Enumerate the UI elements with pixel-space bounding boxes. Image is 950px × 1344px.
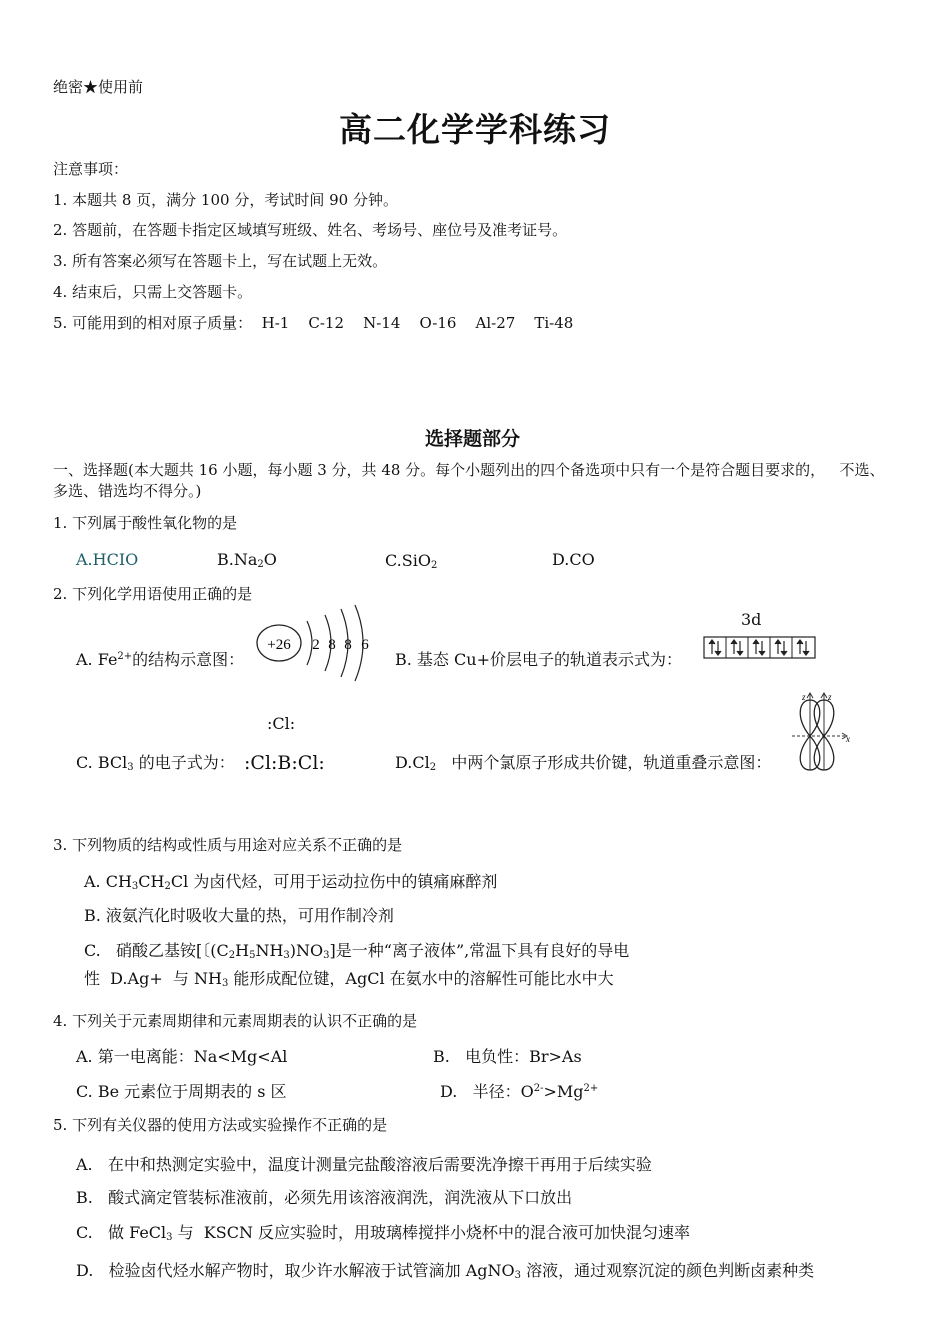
notice-item-4: 4. 结束后，只需上交答题卡。 bbox=[53, 283, 253, 301]
q1-option-d: D.CO bbox=[552, 550, 595, 569]
cu-orbital-diagram bbox=[703, 636, 816, 659]
shell-count-1: 2 bbox=[312, 637, 320, 653]
q2-option-c: C. BCl$_3$ 的电子式为： bbox=[76, 753, 235, 773]
q4-stem: 4. 下列关于元素周期律和元素周期表的认识不正确的是 bbox=[53, 1012, 418, 1030]
q5-option-a: A. 在中和热测定实验中，温度计测量完盐酸溶液后需要洗净擦干再用于后续实验 bbox=[76, 1155, 652, 1174]
shell-count-3: 8 bbox=[344, 637, 352, 653]
q1-option-a: A.HCIO bbox=[76, 550, 139, 569]
section-intro: 一、选择题(本大题共 16 小题，每小题 3 分，共 48 分。每个小题列出的四个备选项中只有一个是符合题目要求的， 不选、多选、错选均不得分。) bbox=[53, 461, 885, 500]
q5-option-b: B. 酸式滴定管装标准液前，必须先用该溶液润洗，润洗液从下口放出 bbox=[76, 1188, 573, 1207]
q4-option-b: B. 电负性：Br>As bbox=[433, 1047, 582, 1066]
q4-option-d: D. 半径：$O^{2-}>Mg^{2+}$ bbox=[440, 1082, 599, 1101]
axis-z2-label: z bbox=[828, 692, 832, 702]
axis-z1-label: z bbox=[802, 692, 806, 702]
orbital-label-3d: 3d bbox=[741, 610, 762, 629]
shell-arc-1 bbox=[307, 621, 312, 665]
q3-option-c-continued: 性 D.Ag+ 与 $NH_3$ 能形成配位键，AgCl 在氨水中的溶解性可能比水中大 bbox=[84, 969, 614, 989]
q1-option-c: C.SiO$_2$ bbox=[385, 551, 438, 571]
confidential-label: 绝密★使用前 bbox=[53, 78, 144, 96]
notice-item-2: 2. 答题前，在答题卡指定区域填写班级、姓名、考场号、座位号及准考证号。 bbox=[53, 221, 568, 239]
q5-option-d: D. 检验卤代烃水解产物时，取少许水解液于试管滴加 AgNO$_3$ 溶液，通过观察沉淀的颜色判断卤素种类 bbox=[76, 1261, 815, 1281]
axis-x-label: x bbox=[846, 734, 850, 744]
q5-stem: 5. 下列有关仪器的使用方法或实验操作不正确的是 bbox=[53, 1116, 388, 1134]
fe-ion-structure-diagram bbox=[255, 603, 380, 683]
section-title: 选择题部分 bbox=[424, 428, 520, 450]
lewis-top: :Cl: bbox=[267, 714, 296, 733]
q3-stem: 3. 下列物质的结构或性质与用途对应关系不正确的是 bbox=[53, 836, 403, 854]
electron-arrows bbox=[709, 640, 809, 655]
shell-count-4: 6 bbox=[361, 637, 369, 653]
q2-stem: 2. 下列化学用语使用正确的是 bbox=[53, 585, 253, 603]
orbital-overlap-diagram bbox=[786, 690, 852, 772]
q1-stem: 1. 下列属于酸性氧化物的是 bbox=[53, 514, 238, 532]
notice-heading: 注意事项： bbox=[53, 160, 129, 178]
q2-option-b: B. 基态 Cu+价层电子的轨道表示式为： bbox=[395, 650, 682, 669]
notice-item-5: 5. 可能用到的相对原子质量： H-1 C-12 N-14 O-16 Al-27 Ti-48 bbox=[53, 314, 574, 332]
notice-item-3: 3. 所有答案必须写在答题卡上，写在试题上无效。 bbox=[53, 252, 388, 270]
q3-option-c: C. 硝酸乙基铵[〔$(C_2H_5NH_3)NO_3$]是一种“离子液体”,常温下具有良好的导电 bbox=[84, 941, 630, 961]
q2-option-a: A. $Fe^{2+}$的结构示意图： bbox=[76, 650, 245, 669]
q4-option-a: A. 第一电离能：Na<Mg<Al bbox=[76, 1047, 288, 1066]
q5-option-c: C. 做 FeCl$_3$ 与 KSCN 反应实验时，用玻璃棒搅拌小烧杯中的混合液可加快混匀速率 bbox=[76, 1223, 691, 1243]
q3-option-b: B. 液氨汽化时吸收大量的热，可用作制冷剂 bbox=[84, 906, 394, 925]
page-title: 高二化学学科练习 bbox=[339, 110, 611, 149]
lewis-middle: :Cl:B:Cl: bbox=[244, 752, 325, 774]
q3-option-a: A. $CH_3CH_2Cl$ 为卤代烃，可用于运动拉伤中的镇痛麻醉剂 bbox=[84, 872, 498, 892]
notice-item-1: 1. 本题共 8 页，满分 100 分，考试时间 90 分钟。 bbox=[53, 191, 398, 209]
q4-option-c: C. Be 元素位于周期表的 s 区 bbox=[76, 1082, 287, 1101]
shell-count-2: 8 bbox=[328, 637, 336, 653]
q2-option-d: $D.Cl_2$ 中两个氯原子形成共价键，轨道重叠示意图： bbox=[395, 753, 772, 773]
orbital-box-outline bbox=[704, 637, 815, 658]
q1-option-b: $B.Na_2O$ bbox=[217, 550, 277, 570]
nucleus-charge: +26 bbox=[267, 637, 291, 653]
